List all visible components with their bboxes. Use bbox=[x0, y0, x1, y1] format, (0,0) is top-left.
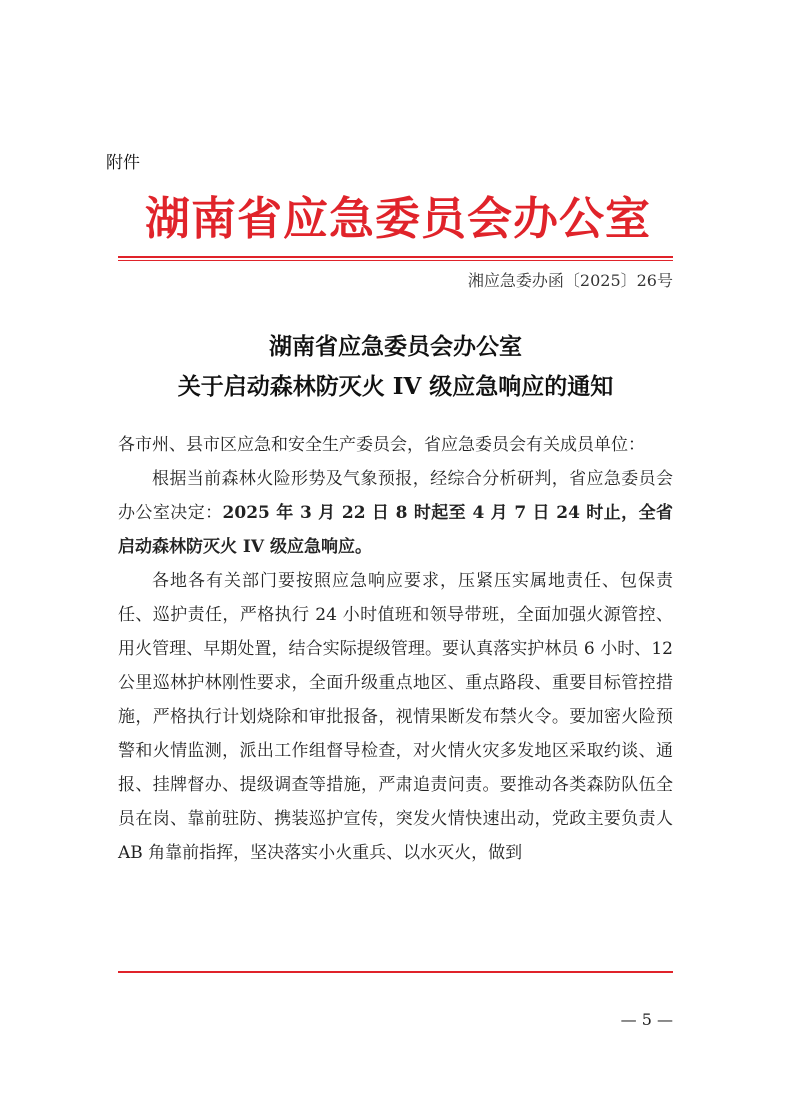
paragraph-requirements: 各地各有关部门要按照应急响应要求，压紧压实属地责任、包保责任、巡护责任，严格执行 24 小时值班和领导带班，全面加强火源管控、用火管理、早期处置，结合实际提级管理。要认真落实护林员 6 小时、12 公里巡林护林刚性要求，全面升级重点地区、重点路段、重要目标管控措施，严格执行计划烧除和审批报备，视情果断发布禁火令。要加密火险预警和火情监测，派出工作组督导检查，对火情火灾多发地区采取约谈、通报、挂牌督办、提级调查等措施，严肃追责问责。要推动各类森防队伍全员在岗、靠前驻防、携装巡护宣传，突发火情快速出动，党政主要负责人 AB 角靠前指挥，坚决落实小火重兵、以水灭火，做到 bbox=[118, 571, 673, 863]
red-divider-top-thin bbox=[118, 260, 673, 261]
paragraph-decision bbox=[118, 462, 673, 564]
notice-title-line1: 湖南省应急委员会办公室 bbox=[269, 333, 522, 360]
salutation: 各市州、县市区应急和安全生产委员会，省应急委员会有关成员单位： bbox=[118, 435, 645, 455]
organization-title: 湖南省应急委员会办公室 bbox=[144, 192, 651, 245]
notice-title-line2: 关于启动森林防灭火 IV 级应急响应的通知 bbox=[177, 373, 614, 400]
notice-body bbox=[118, 428, 673, 870]
document-number: 湘应急委办函〔2025〕26号 bbox=[467, 271, 673, 290]
decision-bold-text: 2025 年 3 月 22 日 8 时起至 4 月 7 日 24 时止，全省启动森林防灭火 IV 级应急响应。 bbox=[118, 503, 674, 557]
attachment-label: 附件 bbox=[106, 153, 140, 173]
decision-lead-text: 根据当前森林火险形势及气象预报，经综合分析研判，省应急委员会办公室决定： bbox=[118, 469, 673, 523]
page-number: — 5 — bbox=[620, 1010, 673, 1029]
red-divider-top bbox=[118, 256, 673, 258]
red-divider-bottom bbox=[118, 971, 673, 973]
